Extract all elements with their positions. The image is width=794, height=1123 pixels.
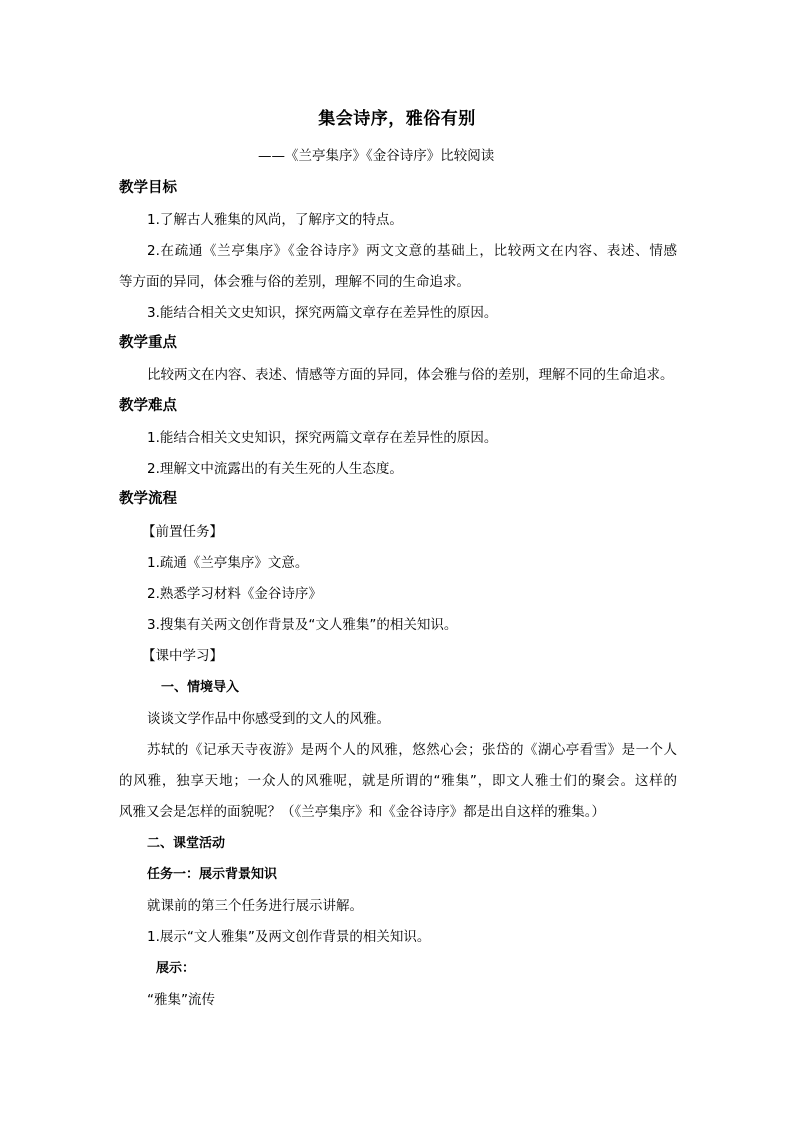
goal-item: 1.了解古人雅集的风尚，了解序文的特点。	[147, 212, 403, 228]
difficulty-item: 1.能结合相关文史知识，探究两篇文章存在差异性的原因。	[147, 430, 498, 446]
pre-task-item: 3.搜集有关两文创作背景及“文人雅集”的相关知识。	[147, 617, 458, 633]
page-subtitle: ——《兰亭集序》《金谷诗序》比较阅读	[258, 148, 495, 164]
difficulties-heading: 教学难点	[119, 398, 177, 414]
show-label: 展示：	[156, 961, 196, 976]
process-heading: 教学流程	[119, 491, 177, 507]
difficulty-item: 2.理解文中流露出的有关生死的人生态度。	[147, 461, 403, 477]
task1-title: 任务一：展示背景知识	[147, 867, 278, 882]
pre-task-item: 1.疏通《兰亭集序》文意。	[147, 555, 309, 571]
part1-title: 一、情境导入	[161, 680, 240, 695]
pre-task-label: 【前置任务】	[142, 524, 223, 540]
part1-line: 风雅又会是怎样的面貌呢？（《兰亭集序》和《金谷诗序》都是出自这样的雅集。）	[119, 804, 605, 820]
goals-heading: 教学目标	[119, 180, 177, 196]
part2-title: 二、课堂活动	[147, 836, 226, 851]
part1-line: 苏轼的《记承天寺夜游》是两个人的风雅，悠然心会；张岱的《湖心亭看雪》是一个人	[147, 742, 677, 758]
key-points-text: 比较两文在内容、表述、情感等方面的异同，体会雅与俗的差别，理解不同的生命追求。	[147, 367, 674, 383]
page-title: 集会诗序，雅俗有别	[318, 109, 476, 129]
pre-task-item: 2.熟悉学习材料《金谷诗序》	[147, 586, 322, 602]
in-class-label: 【课中学习】	[142, 648, 223, 664]
key-points-heading: 教学重点	[119, 335, 177, 351]
goal-item: 2.在疏通《兰亭集序》《金谷诗序》两文文意的基础上，比较两文在内容、表述、情感	[147, 243, 677, 259]
task1-line: 就课前的第三个任务进行展示讲解。	[147, 898, 363, 914]
last-line: “雅集”流传	[147, 992, 215, 1008]
goal-item: 3.能结合相关文史知识，探究两篇文章存在差异性的原因。	[147, 305, 498, 321]
part1-line: 的风雅，独享天地；一众人的风雅呢，就是所谓的“雅集”，即文人雅士们的聚会。这样的	[119, 773, 677, 789]
task1-line: 1.展示“文人雅集”及两文创作背景的相关知识。	[147, 929, 431, 945]
goal-item-continuation: 等方面的异同，体会雅与俗的差别，理解不同的生命追求。	[119, 274, 470, 290]
part1-line: 谈谈文学作品中你感受到的文人的风雅。	[147, 711, 390, 727]
